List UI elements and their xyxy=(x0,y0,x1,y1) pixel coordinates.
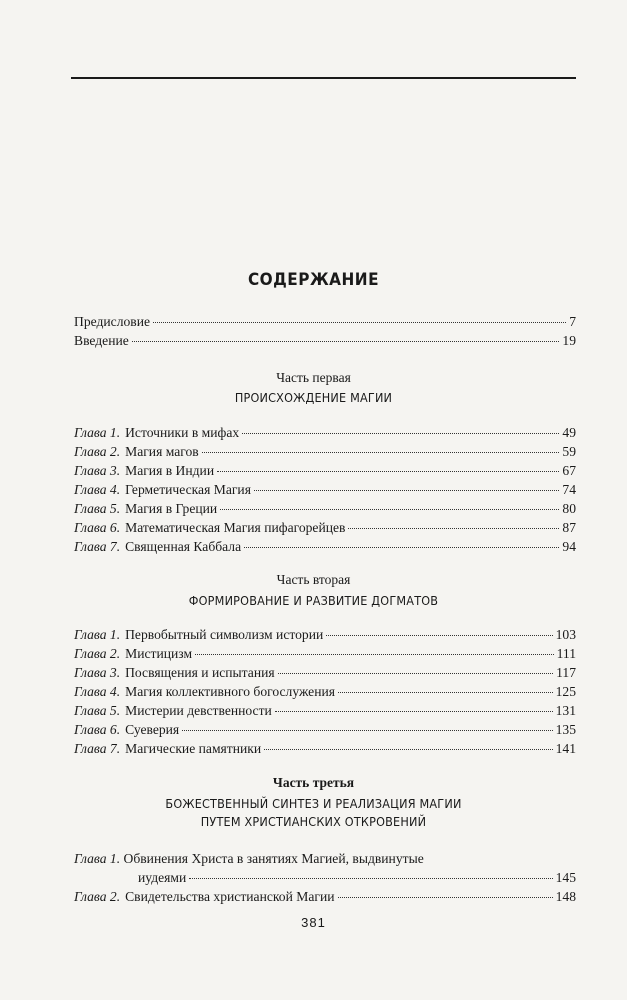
entry-page: 67 xyxy=(562,463,576,478)
leader-dots xyxy=(220,508,559,510)
leader-dots xyxy=(195,653,554,655)
front-matter xyxy=(74,312,576,350)
toc-entry[interactable] xyxy=(74,849,576,887)
leader-dots xyxy=(338,691,553,693)
entry-page: 74 xyxy=(562,482,576,497)
chapter-label: Глава 3. xyxy=(74,463,121,478)
chapter-label: Глава 3. xyxy=(74,665,121,680)
entry-page: 59 xyxy=(562,444,576,459)
toc-entry[interactable] xyxy=(74,663,576,682)
entry-title: Герметическая Магия xyxy=(125,482,251,497)
chapter-label: Глава 4. xyxy=(74,482,121,497)
leader-dots xyxy=(242,432,559,434)
chapter-label: Глава 1. xyxy=(74,627,121,642)
chapter-label: Глава 1. xyxy=(74,851,121,866)
chapter-label: Глава 6. xyxy=(74,722,121,737)
leader-dots xyxy=(254,489,559,491)
entry-title: Суеверия xyxy=(125,722,180,737)
toc-entry[interactable] xyxy=(74,682,576,701)
toc-entry[interactable] xyxy=(74,625,576,644)
entry-title: Магия магов xyxy=(125,444,199,459)
leader-dots xyxy=(189,877,552,879)
chapter-label: Глава 4. xyxy=(74,684,121,699)
entry-page: 145 xyxy=(555,870,576,885)
entry-title-line-2: иудеями xyxy=(138,870,187,885)
chapter-label: Глава 7. xyxy=(74,539,121,554)
entry-page: 111 xyxy=(556,646,576,661)
entry-page: 117 xyxy=(556,665,576,680)
leader-dots xyxy=(132,340,560,342)
chapter-label: Глава 2. xyxy=(74,444,121,459)
chapter-label: Глава 6. xyxy=(74,520,121,535)
entry-title: Первобытный символизм истории xyxy=(125,627,324,642)
page-number: 381 xyxy=(301,915,326,930)
toc-entry[interactable] xyxy=(74,644,576,663)
toc-entry[interactable] xyxy=(74,331,576,350)
leader-dots xyxy=(278,672,553,674)
entry-title: Предисловие xyxy=(74,314,151,329)
entry-title-line-1: Обвинения Христа в занятиях Магией, выдвинутые xyxy=(123,851,424,866)
part-heading: Часть вторая xyxy=(276,572,351,587)
entry-title: Мистицизм xyxy=(125,646,193,661)
entry-title: Источники в мифах xyxy=(125,425,240,440)
leader-dots xyxy=(217,470,559,472)
header-rule xyxy=(71,77,576,79)
leader-dots xyxy=(182,729,552,731)
entry-title: Математическая Магия пифагорейцев xyxy=(125,520,346,535)
entry-page: 131 xyxy=(555,703,576,718)
entry-title: Мистерии девственности xyxy=(125,703,272,718)
entry-title: Магия в Индии xyxy=(125,463,215,478)
entry-page: 94 xyxy=(562,539,576,554)
page-title: СОДЕРЖАНИЕ xyxy=(247,270,380,290)
toc-entry[interactable] xyxy=(74,518,576,537)
part-3-chapters xyxy=(74,849,576,906)
entry-title: Свидетельства христианской Магии xyxy=(125,889,335,904)
chapter-label: Глава 5. xyxy=(74,501,121,516)
part-subtitle: ПРОИСХОЖДЕНИЕ МАГИИ xyxy=(234,390,393,405)
leader-dots xyxy=(348,527,559,529)
toc-entry[interactable] xyxy=(74,720,576,739)
leader-dots xyxy=(264,748,552,750)
entry-title: Магические памятники xyxy=(125,741,262,756)
part-heading: Часть первая xyxy=(276,370,351,385)
entry-page: 148 xyxy=(555,889,576,904)
entry-page: 141 xyxy=(555,741,576,756)
leader-dots xyxy=(338,896,553,898)
entry-title: Магия в Греции xyxy=(125,501,218,516)
leader-dots xyxy=(202,451,560,453)
part-2-chapters xyxy=(74,625,576,758)
chapter-label: Глава 7. xyxy=(74,741,121,756)
entry-page: 87 xyxy=(562,520,576,535)
leader-dots xyxy=(153,321,566,323)
entry-title: Священная Каббала xyxy=(125,539,242,554)
toc-entry[interactable] xyxy=(74,701,576,720)
leader-dots xyxy=(275,710,553,712)
toc-entry[interactable] xyxy=(74,423,576,442)
chapter-label: Глава 2. xyxy=(74,646,121,661)
chapter-label: Глава 5. xyxy=(74,703,121,718)
toc-entry[interactable] xyxy=(74,499,576,518)
toc-entry[interactable] xyxy=(74,887,576,906)
entry-page: 49 xyxy=(562,425,576,440)
toc-entry[interactable] xyxy=(74,312,576,331)
part-1-chapters xyxy=(74,423,576,556)
toc-entry[interactable] xyxy=(74,461,576,480)
entry-title: Магия коллективного богослужения xyxy=(125,684,335,699)
part-subtitle-line-2: ПУТЕМ ХРИСТИАНСКИХ ОТКРОВЕНИЙ xyxy=(200,814,427,829)
entry-page: 135 xyxy=(555,722,576,737)
part-heading: Часть третья xyxy=(272,775,355,790)
toc-entry[interactable] xyxy=(74,480,576,499)
entry-title: Посвящения и испытания xyxy=(125,665,275,680)
entry-title: Введение xyxy=(74,333,129,348)
part-subtitle: ФОРМИРОВАНИЕ И РАЗВИТИЕ ДОГМАТОВ xyxy=(188,593,439,608)
entry-page: 125 xyxy=(555,684,576,699)
leader-dots xyxy=(326,634,552,636)
chapter-label: Глава 1. xyxy=(74,425,121,440)
entry-page: 103 xyxy=(555,627,576,642)
toc-entry[interactable] xyxy=(74,739,576,758)
toc-entry[interactable] xyxy=(74,442,576,461)
entry-page: 80 xyxy=(562,501,576,516)
part-subtitle-line-1: БОЖЕСТВЕННЫЙ СИНТЕЗ И РЕАЛИЗАЦИЯ МАГИИ xyxy=(165,796,462,811)
chapter-label: Глава 2. xyxy=(74,889,121,904)
entry-page: 19 xyxy=(562,333,576,348)
entry-page: 7 xyxy=(569,314,576,329)
toc-entry[interactable] xyxy=(74,537,576,556)
leader-dots xyxy=(244,546,559,548)
